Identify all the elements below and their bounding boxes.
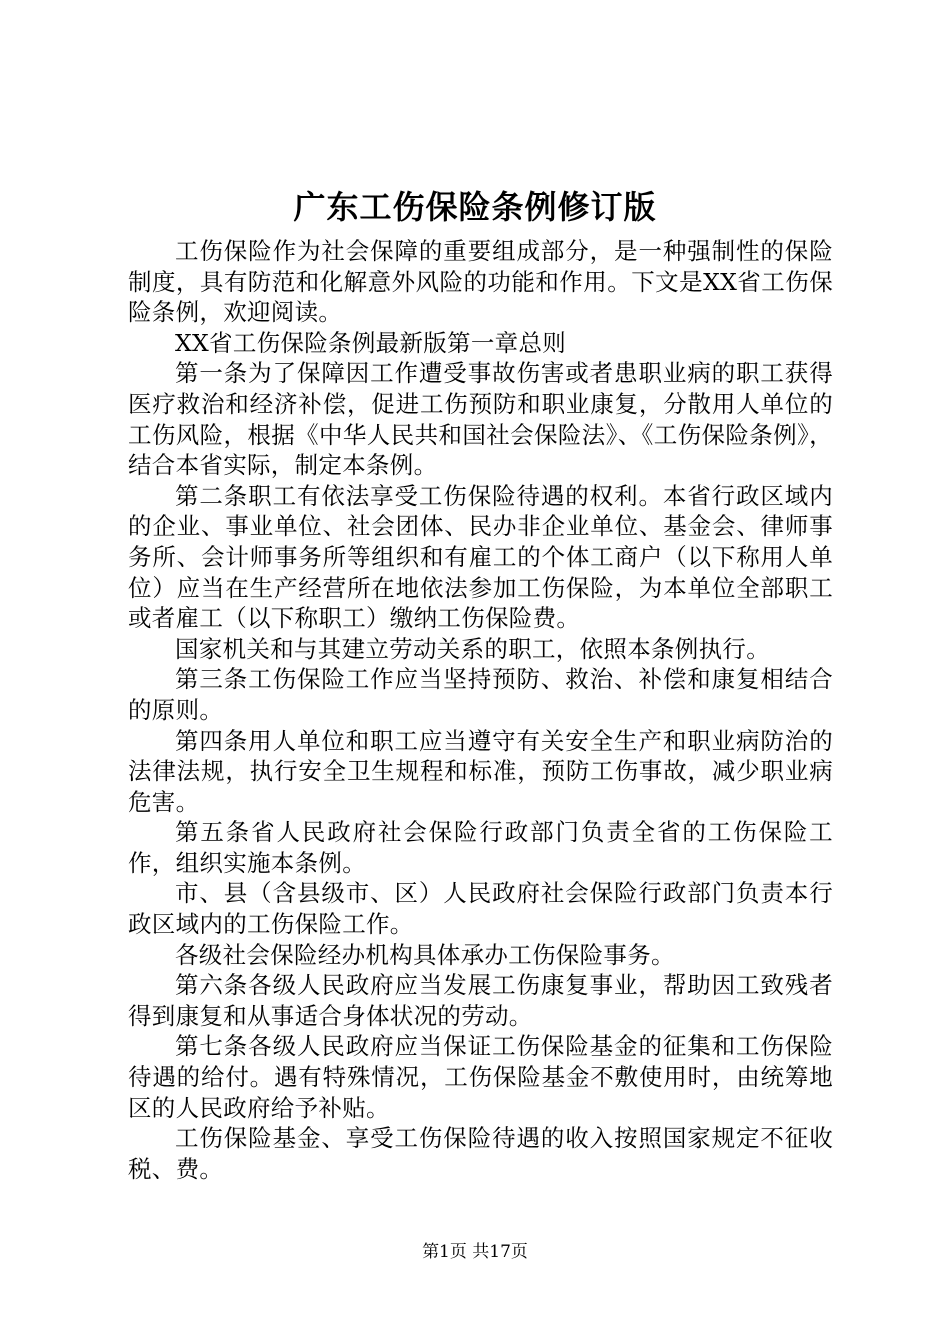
paragraph: 工伤保险基金、享受工伤保险待遇的收入按照国家规定不征收税、费。	[128, 1124, 833, 1183]
paragraph: 第四条用人单位和职工应当遵守有关安全生产和职业病防治的法律法规，执行安全卫生规程和标准，预防工伤事故，减少职业病危害。	[128, 726, 833, 816]
paragraph: 第二条职工有依法享受工伤保险待遇的权利。本省行政区域内的企业、事业单位、社会团体、民办非企业单位、基金会、律师事务所、会计师事务所等组织和有雇工的个体工商户（以下称用人单位）应当在生产经营所在地依法参加工伤保险，为本单位全部职工或者雇工（以下称职工）缴纳工伤保险费。	[128, 481, 833, 633]
document-body	[128, 236, 833, 1184]
paragraph: 工伤保险作为社会保障的重要组成部分，是一种强制性的保险制度，具有防范和化解意外风险的功能和作用。下文是XX省工伤保险条例，欢迎阅读。	[128, 237, 833, 327]
page-total: 共17页	[472, 1242, 528, 1262]
paragraph: 各级社会保险经办机构具体承办工伤保险事务。	[175, 940, 675, 969]
chapter-heading: XX省工伤保险条例最新版第一章总则	[175, 328, 567, 357]
page-footer	[0, 1240, 950, 1264]
paragraph: 市、县（含县级市、区）人民政府社会保险行政部门负责本行政区域内的工伤保险工作。	[128, 879, 833, 939]
paragraph: 第三条工伤保险工作应当坚持预防、救治、补偿和康复相结合的原则。	[128, 665, 833, 724]
paragraph: 国家机关和与其建立劳动关系的职工，依照本条例执行。	[175, 634, 770, 663]
paragraph: 第六条各级人民政府应当发展工伤康复事业，帮助因工致残者得到康复和从事适合身体状况的劳动。	[128, 971, 833, 1030]
document-title: 广东工伤保险条例修订版	[293, 188, 657, 226]
page-number: 第1页	[422, 1242, 467, 1262]
paragraph: 第五条省人民政府社会保险行政部门负责全省的工伤保险工作，组织实施本条例。	[128, 818, 833, 877]
paragraph: 第七条各级人民政府应当保证工伤保险基金的征集和工伤保险待遇的给付。遇有特殊情况，工伤保险基金不敷使用时，由统筹地区的人民政府给予补贴。	[128, 1032, 833, 1122]
paragraph: 第一条为了保障因工作遭受事故伤害或者患职业病的职工获得医疗救治和经济补偿，促进工伤预防和职业康复，分散用人单位的工伤风险，根据《中华人民共和国社会保险法》、《工伤保险条例》，结合本省实际，制定本条例。	[128, 359, 833, 480]
